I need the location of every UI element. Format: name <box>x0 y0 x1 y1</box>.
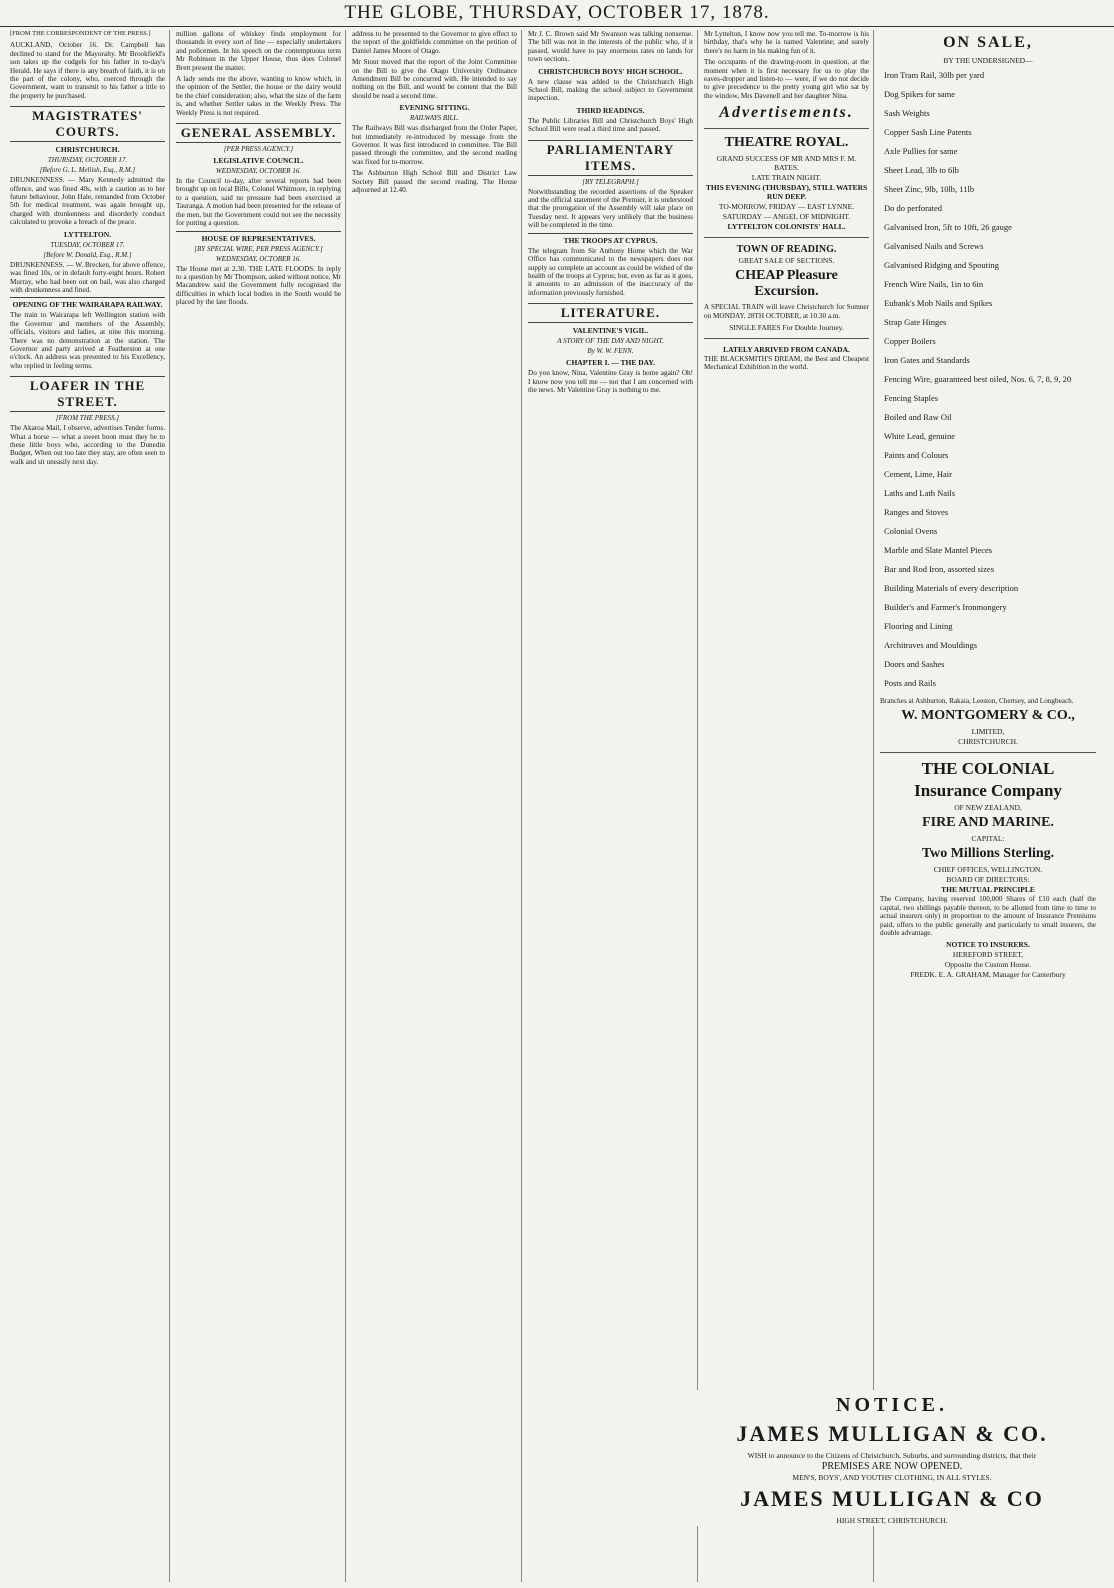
mulligan-address: HIGH STREET, CHRISTCHURCH. <box>836 1516 948 1525</box>
column-2 <box>176 30 346 1582</box>
sale-item: Galvanised Nails and Screws <box>884 241 984 251</box>
town-of-reading: TOWN OF READING. <box>736 244 837 256</box>
sale-item: Galvanised Iron, 5ft to 10ft, 26 gauge <box>884 222 1012 232</box>
magistrates-heading: MAGISTRATES' COURTS. <box>10 106 165 142</box>
reps-heading: HOUSE OF REPRESENTATIVES. <box>176 231 341 243</box>
masthead: THE GLOBE, THURSDAY, OCTOBER 17, 1878. <box>0 0 1114 27</box>
sale-item: Iron Gates and Standards <box>884 355 970 365</box>
lyttelton-sub: LYTTELTON. <box>63 229 112 239</box>
mulligan-name-2: JAMES MULLIGAN & CO <box>740 1486 1044 1511</box>
chapter: CHAPTER I. — THE DAY. <box>566 358 655 368</box>
sale-item: Ranges and Stoves <box>884 507 949 517</box>
sale-item: Sheet Lead, 3lb to 6lb <box>884 165 959 175</box>
troops-text: The telegram from Sir Anthony Home which the War Office has communicated to the newspapers does not supply so complete an account as could be wished of the health of the troops at Cyprus; but, even as far as it goes, it amounts to an admission of the inaccuracy of the information previously furnished. <box>528 246 693 297</box>
of-nz: OF NEW ZEALAND, <box>954 803 1022 813</box>
montgomery: W. MONTGOMERY & CO., <box>901 708 1075 724</box>
wairarapa-heading: OPENING OF THE WAIRARAPA RAILWAY. <box>10 297 165 309</box>
parliamentary-text: Notwithstanding the recorded assertions of the Speaker and the official statement of the Premier, it is understood that the prorogation of the Assembly will take place on Tuesday next. It appears very unlikely that the business will be completed in the time. <box>528 187 693 230</box>
reps-text: The House met at 2.30. THE LATE FLOODS. In reply to a question by Mr Thompson, asked without notice, Mr Macandrew said the Government fully recognised the difficulties in which local bodies in the South would be placed by the late floods. <box>176 264 341 307</box>
montgomery-city: CHRISTCHURCH. <box>958 737 1018 747</box>
agent: FREDK. E. A. GRAHAM, Manager for Canterbury <box>910 970 1066 980</box>
christchurch-date: THURSDAY, OCTOBER 17. <box>47 156 128 165</box>
wish-text: WISH to announce to the Citizens of Christchurch, Suburbs, and surrounding districts, that their <box>747 1451 1037 1460</box>
legislative-date: WEDNESDAY, OCTOBER 16. <box>215 167 302 176</box>
sale-item: Architraves and Mouldings <box>884 640 978 650</box>
column-5 <box>704 30 874 1582</box>
sale-item: Eubank's Mob Nails and Spikes <box>884 298 993 308</box>
divider <box>704 338 869 339</box>
grand-success: GRAND SUCCESS OF MR AND MRS F. M. BATES. <box>716 154 857 173</box>
sale-item: Cement, Lime, Hair <box>884 469 952 479</box>
sale-item: Building Materials of every description <box>884 583 1019 593</box>
loafer-text: The Akaroa Mail, I observe, advertises Tender forms. What a horse — what a sweet boon must they be to these little boys who, according to the Dunedin Budget, When out too late they stay, are often seen to walk and sit uneasily next day. <box>10 424 165 466</box>
legislative-text: In the Council to-day, after several reports had been brought up on local Bills, Colonel Whitmore, in replying to a question, said no pressure had been exercised at Tauranga. A motion had been presented for the release of the men, but the Government could not see the necessity for putting a question. <box>176 177 341 228</box>
reps-date: WEDNESDAY, OCTOBER 16. <box>215 254 302 263</box>
single-fares: SINGLE FARES For Double Journey. <box>729 323 844 333</box>
colonial: THE COLONIAL <box>921 759 1055 779</box>
sale-list <box>880 66 1096 693</box>
col4-text-a: Mr J. C. Brown said Mr Swanson was talking nonsense. The bill was not in the interests of the public who, if it passed, would have to pay enormous rates on lands for town sections. <box>528 30 693 64</box>
clothing: MEN'S, BOYS', AND YOUTHS' CLOTHING, IN ALL STYLES. <box>792 1473 992 1482</box>
sale-item: Posts and Rails <box>884 678 936 688</box>
sale-item: Marble and Slate Mantel Pieces <box>884 545 993 555</box>
column-6 <box>880 30 1100 1582</box>
sale-item: Builder's and Farmer's Ironmongery <box>884 602 1007 612</box>
col5-text-a: Mr Lyttelton, I know now you tell me. To-morrow is his birthday, that's why he is named Valentine; and surely there's no harm in his making fun of it. <box>704 30 869 55</box>
divider <box>704 237 869 238</box>
col5-text-b: The occupants of the drawing-room in question, at the moment when it is first necessary for us to play the eaves-dropper and listen-to — were, if we do not decide to give precedence to the pretty young girl who sat by the window, Mrs Davenell and her daughter Nina. <box>704 58 869 100</box>
columns <box>10 30 1104 1582</box>
author: By W. W. FENN. <box>587 347 634 356</box>
literature-heading: LITERATURE. <box>528 303 693 323</box>
sale-item: Dog Spikes for same <box>884 89 956 99</box>
sale-item: Doors and Sashes <box>884 659 945 669</box>
advertisements-heading: Advertisements. <box>719 104 854 122</box>
column-1 <box>10 30 170 1582</box>
intro-tag: [FROM THE CORRESPONDENT OF THE PRESS.] <box>10 30 151 37</box>
sale-item: Boiled and Raw Oil <box>884 412 952 422</box>
two-millions: Two Millions Sterling. <box>921 846 1055 862</box>
valentine-subtitle: A STORY OF THE DAY AND NIGHT. <box>557 337 664 346</box>
sale-item: Copper Sash Line Patents <box>884 127 972 137</box>
insurance-company: Insurance Company <box>914 781 1062 801</box>
divider <box>880 752 1096 753</box>
mutual: THE MUTUAL PRINCIPLE <box>941 885 1035 895</box>
lyttelton-bench: [Before W. Donald, Esq., R.M.] <box>43 250 132 259</box>
blacksmith: THE BLACKSMITH'S DREAM, the Best and Cheapest Mechanical Exhibition in the world. <box>704 355 869 372</box>
loafer-heading: LOAFER IN THE STREET. <box>10 376 165 412</box>
sale-item: Bar and Rod Iron, assorted sizes <box>884 564 995 574</box>
sale-item: French Wire Nails, 1in to 6in <box>884 279 984 289</box>
boys-school-heading: CHRISTCHURCH BOYS' HIGH SCHOOL. <box>538 66 683 76</box>
railways-sub: RAILWAYS BILL. <box>409 114 460 123</box>
board-directors: BOARD OF DIRECTORS: <box>946 875 1030 885</box>
premises: PREMISES ARE NOW OPENED. <box>821 1461 963 1472</box>
notice-insurers: NOTICE TO INSURERS. <box>946 940 1030 950</box>
sale-item: Fencing Wire, guaranteed best oiled, Nos. 6, 7, 8, 9, 20 <box>884 374 1072 384</box>
divider <box>704 128 869 129</box>
boys-school-text: A new clause was added to the Christchurch High School Bill, making the school subject to Government inspection. <box>528 77 693 103</box>
hereford: HEREFORD STREET, <box>952 950 1024 960</box>
sale-item: White Lead, genuine <box>884 431 956 441</box>
col3-text-b: Mr Stout moved that the report of the Joint Committee on the Bill to give the Otago University Ordinance Amendment Bill be concurred with. He intended to say nothing on the Bill, and would be content that the Bill should be read a second time. <box>352 58 517 100</box>
sale-item: Axle Pullies for same <box>884 146 958 156</box>
sale-item: Iron Tram Rail, 30lb per yard <box>884 70 985 80</box>
chief-offices: CHIEF OFFICES, WELLINGTON. <box>933 865 1043 875</box>
sale-item: Laths and Lath Nails <box>884 488 956 498</box>
christchurch-text: DRUNKENNESS. — Mary Kennedy admitted the offence, and was fined 40s, with a caution as to her future behaviour. John Hale, remanded from October 5th for medical treatment, was again brought up, charged with drunkenness and disorderly conduct calculated to provoke a breach of the peace. <box>10 176 165 227</box>
late-train: LATE TRAIN NIGHT. <box>751 173 822 183</box>
reps-tag: [BY SPECIAL WIRE, PER PRESS AGENCY.] <box>194 244 323 253</box>
sale-item: Sheet Zinc, 9lb, 10lb, 11lb <box>884 184 975 194</box>
mulligan-ad <box>680 1390 1104 1526</box>
column-4 <box>528 30 698 1582</box>
lyttelton-date: TUESDAY, OCTOBER 17. <box>50 240 125 249</box>
from-canada: LATELY ARRIVED FROM CANADA. <box>723 345 850 355</box>
story-text: Do you know, Nina, Valentine Gray is home again? Oh! I know now you tell me — not that I am concerned with the news. Mr Valentine Gray is nothing to me. <box>528 369 693 394</box>
opposite: Opposite the Custom House. <box>944 960 1032 970</box>
assembly-tag: [PER PRESS AGENCY.] <box>223 145 294 154</box>
evening-text: The Railways Bill was discharged from the Order Paper, but immediately re-introduced by message from the Governor. It was first introduced in committee. The Bill passed through the committee, and the second reading was fixed for to-morrow. <box>352 124 517 166</box>
troops-heading: THE TROOPS AT CYPRUS. <box>528 233 693 245</box>
intro-text: AUCKLAND, October 16. Dr. Campbell has declined to stand for the Mayoralty. Mr Brookfield's son takes up the cudgels for his father in to-day's Herald. He says if there is any breath of faith, it is on the part of the colony, who, coerced through the Government, want to transmit to his father a title to the property he purchased. <box>10 41 165 100</box>
third-readings-text: The Public Libraries Bill and Christchurch Boys' High School Bill were read a third time and passed. <box>528 116 693 134</box>
evening-heading: EVENING SITTING. <box>399 103 470 113</box>
sale-item: Sash Weights <box>884 108 930 118</box>
on-sale: ON SALE, <box>943 34 1033 51</box>
sale-item: Do do perforated <box>884 203 943 213</box>
cheap-excursion: CHEAP Pleasure Excursion. <box>735 268 838 300</box>
branches: Branches at Ashburton, Rakaia, Leeston, Chertsey, and Longbeach. <box>880 697 1074 705</box>
parliamentary-heading: PARLIAMENTARY ITEMS. <box>528 140 693 176</box>
col2-text-a: million gallons of whiskey finds employment for thousands in every sort of line — especially undertakers and policemen. In his speech on the contemptuous term Mr Robinson in the Upper House, thus does Colonel Brett present the matter. <box>176 30 341 72</box>
column-3 <box>352 30 522 1582</box>
mutual-text: The Company, having reserved 100,000 Shares of £10 each (half the capital, two shillings payable thereon, to be allotted from time to time to actual insurers only) in proportion to the amount of Insurance Premiums paid, offers to the public generally and particularly to small insurers, the double advantage. <box>880 895 1096 938</box>
saturday: SATURDAY — ANGEL OF MIDNIGHT. <box>722 212 851 222</box>
sale-item: Fencing Staples <box>884 393 939 403</box>
special-train: A SPECIAL TRAIN will leave Christchurch for Sumner on MONDAY, 28TH OCTOBER, at 10.30 a.m. <box>704 303 869 320</box>
christchurch-bench: [Before G. L. Mellish, Esq., R.M.] <box>39 166 136 175</box>
christchurch-sub: CHRISTCHURCH. <box>55 145 120 155</box>
sale-item: Flooring and Lining <box>884 621 953 631</box>
lyttelton-text: DRUNKENNESS. — W. Brecken, for above offence, was fined 10s, or in default forty-eight hours. Robert Murray, who had been out on bail, was also charged with drunkenness and fined. <box>10 260 165 294</box>
limited: LIMITED, <box>971 727 1005 737</box>
reading-sale: GREAT SALE OF SECTIONS. <box>738 256 835 266</box>
col3-text-a: address to be presented to the Governor to give effect to the report of the goldfields committee on the petition of Daniel James Moore of Otago. <box>352 30 517 55</box>
assembly-heading: GENERAL ASSEMBLY. <box>176 123 341 143</box>
loafer-tag: [FROM THE PRESS.] <box>55 414 120 423</box>
fire-marine: FIRE AND MARINE. <box>922 815 1054 831</box>
theatre-royal: THEATRE ROYAL. <box>724 135 849 151</box>
capital: CAPITAL: <box>971 834 1005 844</box>
sale-item: Colonial Ovens <box>884 526 938 536</box>
valentine-title: VALENTINE'S VIGIL. <box>572 326 649 336</box>
notice-heading: NOTICE. <box>836 1394 948 1416</box>
sale-item: Copper Boilers <box>884 336 936 346</box>
col2-text-b: A lady sends me the above, wanting to know which, in the opinion of the Settler, the house or the dairy would be the chief consideration; also, what the size of the farm is, and whether Settler takes in the Weekly Press. The Weekly Press is not required. <box>176 75 341 117</box>
third-readings-heading: THIRD READINGS. <box>576 105 645 115</box>
parliamentary-tag: [BY TELEGRAPH.] <box>582 177 639 186</box>
sale-item: Paints and Colours <box>884 450 949 460</box>
this-evening: THIS EVENING (THURSDAY), STILL WATERS RUN DEEP. <box>705 183 868 202</box>
tomorrow: TO-MORROW, FRIDAY — EAST LYNNE. <box>718 202 855 212</box>
mulligan-name: JAMES MULLIGAN & CO. <box>736 1421 1048 1446</box>
wairarapa-text: The train to Wairarapa left Wellington station with the Governor and members of the Assembly, officials, visitors and ladies, at nine this morning. There was no demonstration at the station. The Governor and party arrived at Featherston at one o'clock. An address was presented to his Excellency, who replied in feeling terms. <box>10 311 165 370</box>
undersigned: BY THE UNDERSIGNED— <box>943 56 1033 65</box>
legislative-sub: LEGISLATIVE COUNCIL. <box>213 156 304 166</box>
colonists-hall: LYTTELTON COLONISTS' HALL. <box>727 222 846 232</box>
sale-item: Strap Gate Hinges <box>884 317 947 327</box>
evening-text2: The Ashburton High School Bill and District Law Society Bill passed the second reading. The House adjourned at 12.40. <box>352 169 517 195</box>
sale-item: Galvanised Ridging and Spouting <box>884 260 999 270</box>
